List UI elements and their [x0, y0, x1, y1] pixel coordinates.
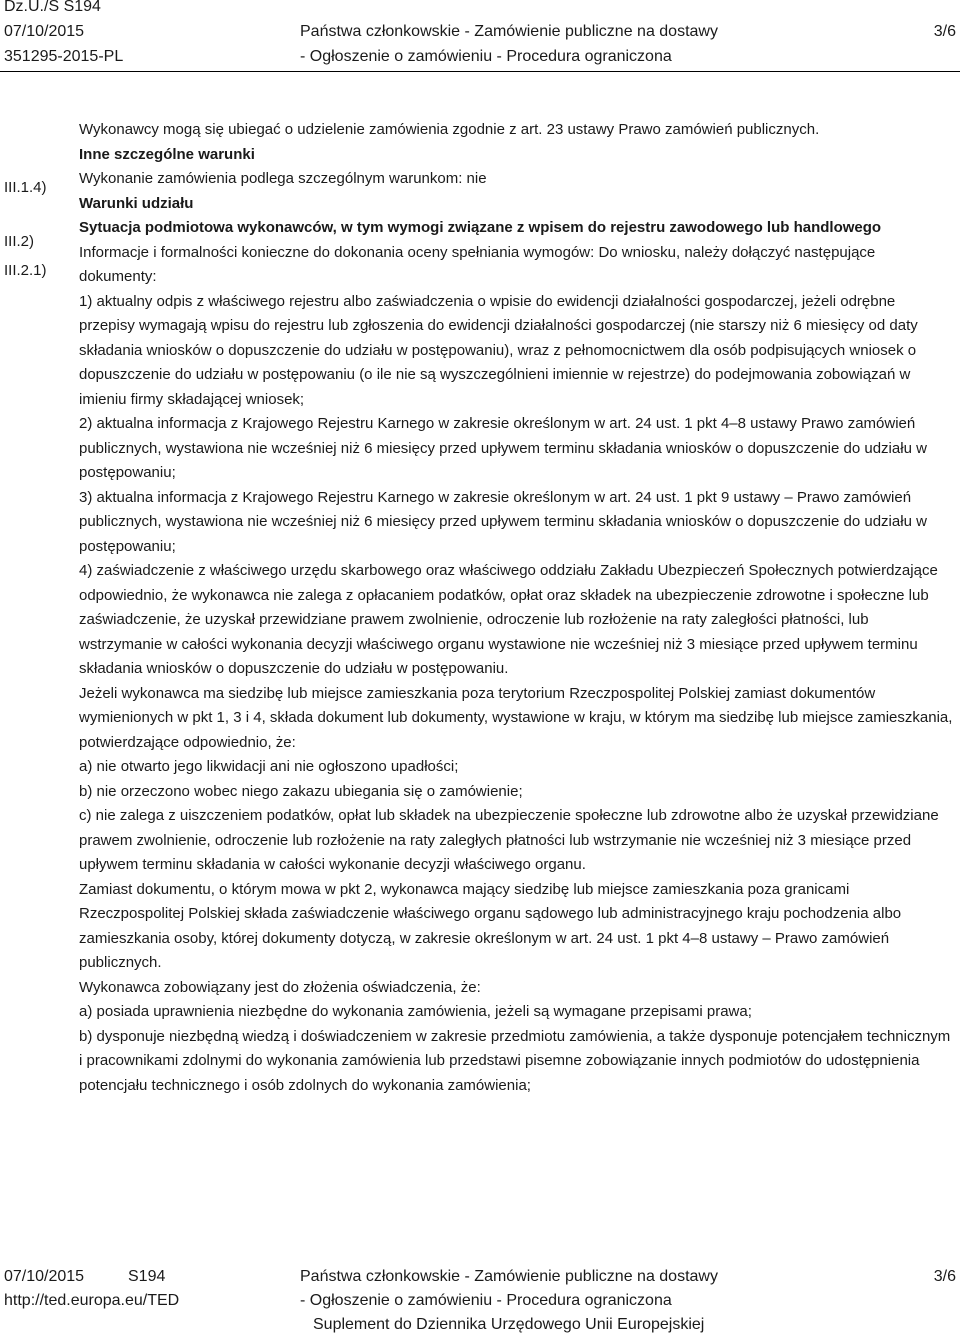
footer-series: S194 [128, 1268, 166, 1285]
paragraph: 2) aktualna informacja z Krajowego Rejestru Karnego w zakresie określonym w art. 24 ust. 1 pkt 4–8 ustawy Prawo zamówień publicznych, wystawiona nie wcześniej niż 6 miesięcy przed upływem terminu składania wniosków o dopuszczenie do udziału w postępowaniu; [79, 415, 927, 481]
header-category: Państwa członkowskie - Zamówienie publiczne na dostawy [300, 23, 718, 40]
journal-reference: Dz.U./S S194 [4, 0, 101, 15]
footer-date: 07/10/2015 [4, 1268, 85, 1285]
paragraph: Wykonawca zobowiązany jest do złożenia oświadczenia, że: [79, 978, 481, 996]
list-item: b) nie orzeczono wobec niego zakazu ubiegania się o zamówienie; [79, 782, 523, 800]
list-item: a) nie otwarto jego likwidacji ani nie ogłoszono upadłości; [79, 758, 459, 775]
section-title: Inne szczególne warunki [79, 145, 255, 163]
header-divider [0, 71, 960, 72]
section-number-iii-2-1: III.2.1) [4, 262, 47, 279]
paragraph: Wykonanie zamówienia podlega szczególnym warunkom: nie [79, 170, 487, 187]
footer-url: http://ted.europa.eu/TED [4, 1292, 180, 1309]
list-item: b) dysponuje niezbędną wiedzą i doświadczeniem w zakresie przedmiotu zamówienia, a także dysponuje potencjałem technicznym i pracownikami zdolnymi do wykonania zamówienia lub przedstawi pisemne zobowiązanie innych podmiotów do udostępnienia potencjału technicznego i osób zdolnych do wykonania zamówienia; [79, 1027, 951, 1094]
footer-supplement: Suplement do Dziennika Urzędowego Unii Europejskiej [313, 1316, 705, 1333]
list-item: c) nie zalega z uiszczeniem podatków, opłat lub składek na ubezpieczenie społeczne lub zdrowotne albo że uzyskał przewidziane prawem zwolnienie, odroczenie lub rozłożenie na raty zaległych płatności lub wstrzymanie nie wcześniej niż 3 miesiące przed upływem terminu składania w całości wykonanie decyzji właściwego organu. [79, 807, 939, 873]
publication-date: 07/10/2015 [4, 23, 85, 40]
notice-number: 351295-2015-PL [4, 48, 124, 65]
section-title: Sytuacja podmiotowa wykonawców, w tym wymogi związane z wpisem do rejestru zawodowego lub handlowego [79, 219, 882, 236]
notice-content [79, 118, 954, 1098]
paragraph: Zamiast dokumentu, o którym mowa w pkt 2, wykonawca mający siedzibę lub miejsce zamieszkania poza granicami Rzeczpospolitej Polskiej składa zaświadczenie właściwego organu sądowego lub administracyjnego kraju pochodzenia albo zamieszkania osoby, której dokumenty dotyczą, w zakresie określonym w art. 24 ust. 1 pkt 4–8 ustawy – Prawo zamówień publicznych. [79, 880, 902, 971]
paragraph: Wykonawcy mogą się ubiegać o udzielenie zamówienia zgodnie z art. 23 ustawy Prawo zamówień publicznych. [79, 121, 820, 138]
paragraph: 3) aktualna informacja z Krajowego Rejestru Karnego w zakresie określonym w art. 24 ust. 1 pkt 9 ustawy – Prawo zamówień publicznych, wystawiona nie wcześniej niż 6 miesięcy przed upływem terminu składania wniosków o dopuszczenie do udziału w postępowaniu; [79, 488, 927, 555]
paragraph: Jeżeli wykonawca ma siedzibę lub miejsce zamieszkania poza terytorium Rzeczpospolitej Polskiej zamiast dokumentów wymienionych w pkt 1, 3 i 4, składa dokument lub dokumenty, wystawione w kraju, w którym ma siedzibę lub miejsce zamieszkania, potwierdzające odpowiednio, że: [79, 684, 953, 751]
section-title: Warunki udziału [79, 194, 194, 212]
footer-page-number: 3/6 [933, 1268, 956, 1285]
footer-notice-type: - Ogłoszenie o zamówieniu - Procedura ograniczona [300, 1292, 672, 1309]
paragraph: 1) aktualny odpis z właściwego rejestru albo zaświadczenia o wpisie do ewidencji działalności gospodarczej, jeżeli odrębne przepisy wymagają wpisu do rejestru lub zgłoszenia do ewidencji działalności gospodarczej (nie starszy niż 6 miesięcy od daty składania wniosków o dopuszczenie do udziału w postępowaniu), wraz z pełnomocnictwem dla osób podpisujących wniosek o dopuszczenie do udziału w postępowaniu (o ile nie są wyszczególnieni imiennie w rejestrze) do podejmowania zobowiązań w imieniu firmy składającej wniosek; [79, 292, 918, 408]
paragraph: Informacje i formalności konieczne do dokonania oceny spełniania wymogów: Do wniosku, należy dołączyć następujące dokumenty: [79, 243, 876, 285]
section-number-iii-2: III.2) [4, 233, 35, 250]
list-item: a) posiada uprawnienia niezbędne do wykonania zamówienia, jeżeli są wymagane przepisami prawa; [79, 1003, 752, 1020]
section-number-iii-1-4: III.1.4) [4, 179, 47, 196]
page-number: 3/6 [933, 23, 956, 40]
paragraph: 4) zaświadczenie z właściwego urzędu skarbowego oraz właściwego oddziału Zakładu Ubezpieczeń Społecznych potwierdzające odpowiednio, że wykonawca nie zalega z opłacaniem podatków, opłat oraz składek na ubezpieczenie zdrowotne i społeczne lub zaświadczenie, że uzyskał przewidziane prawem zwolnienie, odroczenie lub rozłożenie na raty zaległości płatności, lub wstrzymanie w całości wykonania decyzji właściwego organu wystawione nie wcześniej niż 3 miesiące przed upływem terminu składania wniosków o dopuszczenie do udziału w postępowaniu. [79, 562, 938, 677]
footer-category: Państwa członkowskie - Zamówienie publiczne na dostawy [300, 1268, 718, 1285]
header-notice-type: - Ogłoszenie o zamówieniu - Procedura ograniczona [300, 48, 672, 65]
